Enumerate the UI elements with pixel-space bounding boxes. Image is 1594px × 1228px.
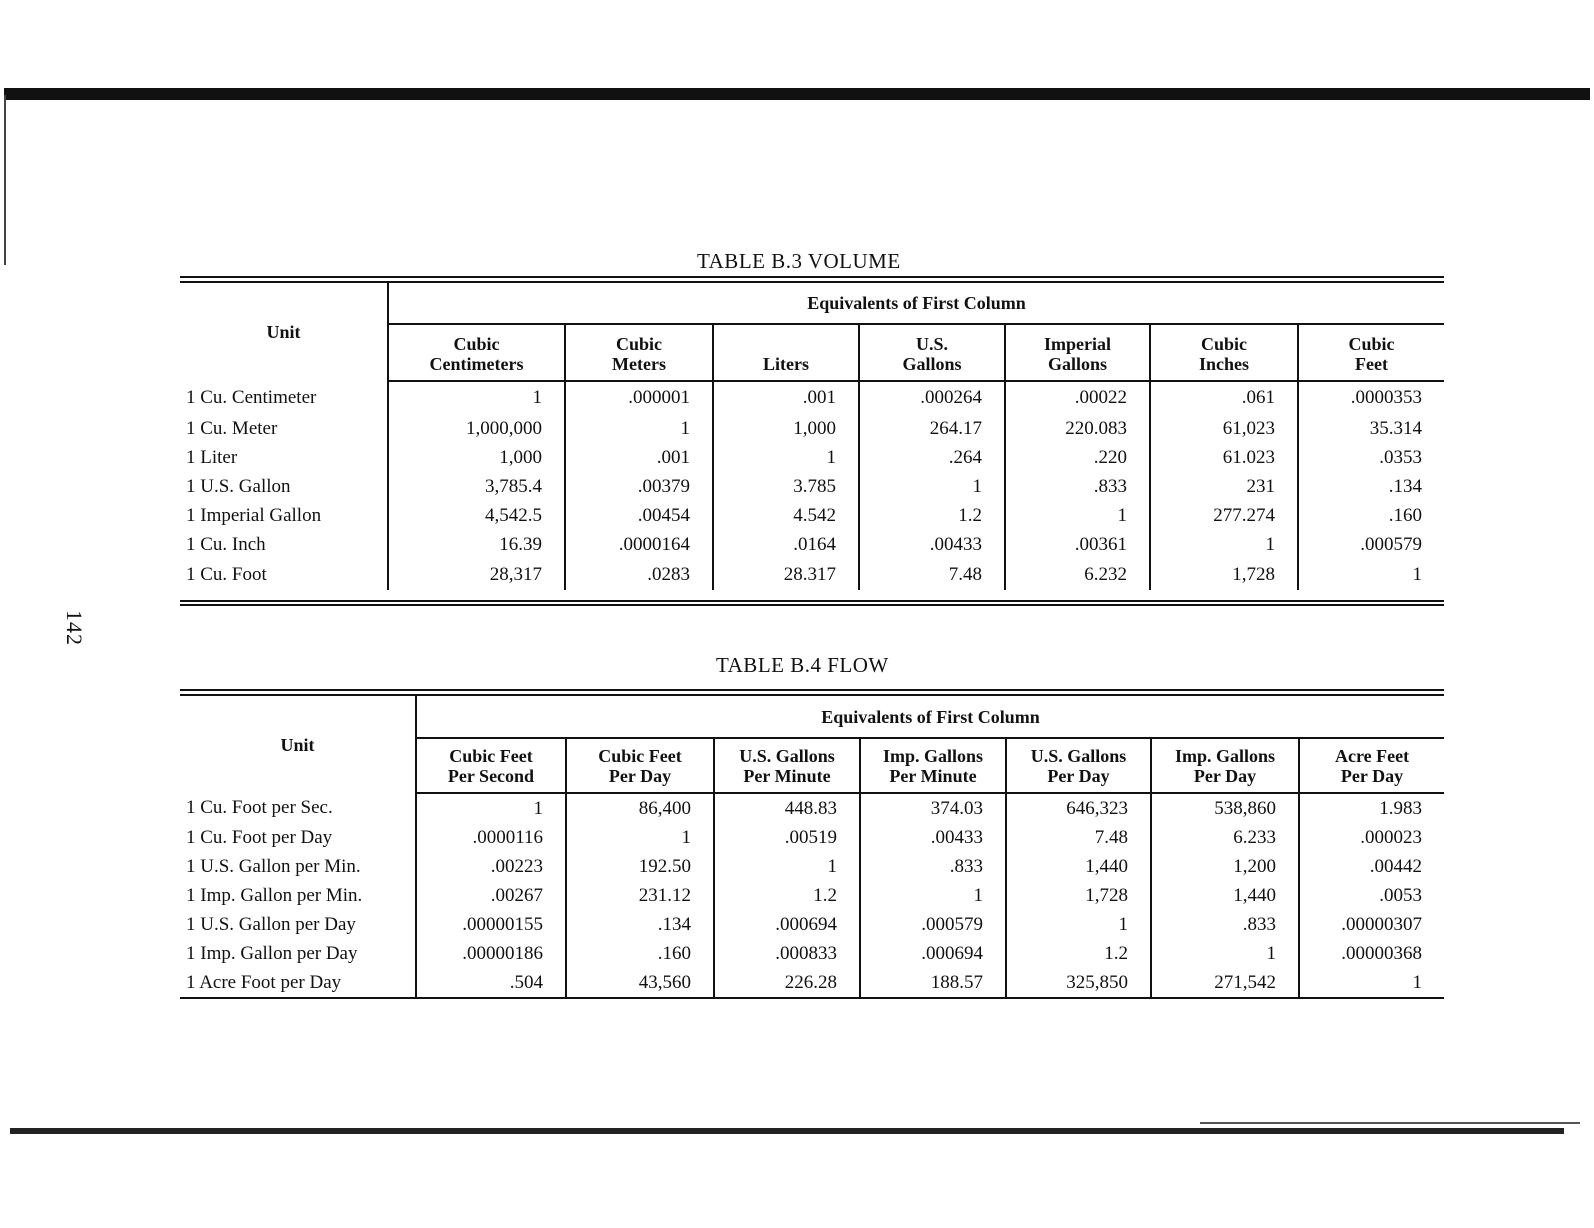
table-cell: .061: [1150, 381, 1298, 414]
table-cell: 3,785.4: [388, 472, 565, 501]
flow-table: [180, 696, 1444, 998]
top-border-rule: [4, 88, 1590, 100]
table-cell: 6.232: [1005, 559, 1150, 590]
table-cell: .001: [565, 443, 713, 472]
table-cell: .0164: [713, 530, 859, 559]
table-cell: 1,728: [1150, 559, 1298, 590]
table-cell: 1,000,000: [388, 414, 565, 443]
row-unit-label: 1 U.S. Gallon: [186, 475, 291, 497]
table-cell: 4,542.5: [388, 501, 565, 530]
table-cell: 1,728: [1006, 881, 1151, 910]
table-cell: 7.48: [859, 559, 1005, 590]
table-cell: .00519: [714, 823, 860, 852]
row-unit-label: 1 U.S. Gallon per Min.: [186, 855, 361, 877]
table-cell: 1,000: [713, 414, 859, 443]
volume-col-cubic-meters: Cubic Meters: [565, 324, 713, 381]
volume-bottom-rule-2: [180, 604, 1444, 606]
table-cell: 1.2: [1006, 939, 1151, 968]
table-cell: .833: [1151, 910, 1299, 939]
volume-bottom-rule: [180, 600, 1444, 602]
table-cell: 1.2: [859, 501, 1005, 530]
table-cell: 231.12: [566, 881, 714, 910]
volume-equivalents-header: Equivalents of First Column: [388, 283, 1444, 324]
volume-table-row: [180, 443, 1444, 472]
table-cell: 61.023: [1150, 443, 1298, 472]
table-cell: 226.28: [714, 968, 860, 998]
table-cell: .0283: [565, 559, 713, 590]
table-cell: 43,560: [566, 968, 714, 998]
table-cell: 231: [1150, 472, 1298, 501]
volume-col-us-gallons: U.S. Gallons: [859, 324, 1005, 381]
volume-top-rule: [180, 276, 1444, 278]
row-unit-label: 1 Cu. Foot per Day: [186, 826, 333, 848]
volume-col-imperial-gallons: Imperial Gallons: [1005, 324, 1150, 381]
table-cell: .220: [1005, 443, 1150, 472]
volume-table-title: TABLE B.3 VOLUME: [697, 249, 901, 273]
table-cell: 4.542: [713, 501, 859, 530]
volume-table-row: [180, 530, 1444, 559]
table-cell: .000579: [860, 910, 1006, 939]
row-unit-label: 1 U.S. Gallon per Day: [186, 913, 356, 935]
table-cell: 1.2: [714, 881, 860, 910]
flow-table-row: [180, 881, 1444, 910]
left-border-rule: [4, 95, 6, 265]
flow-col-cubic-feet-per-day: Cubic Feet Per Day: [566, 738, 714, 793]
volume-table-row: [180, 381, 1444, 414]
row-unit-label: 1 Cu. Meter: [186, 417, 278, 439]
table-cell: .00000155: [416, 910, 566, 939]
table-cell: 1: [1005, 501, 1150, 530]
flow-col-acre-feet-per-day: Acre Feet Per Day: [1299, 738, 1444, 793]
table-cell: .0053: [1299, 881, 1444, 910]
table-cell: 35.314: [1298, 414, 1444, 443]
table-cell: .001: [713, 381, 859, 414]
table-cell: .160: [566, 939, 714, 968]
table-cell: .0000116: [416, 823, 566, 852]
row-unit-label: 1 Imp. Gallon per Min.: [186, 884, 363, 906]
table-cell: .000694: [860, 939, 1006, 968]
flow-unit-header: Unit: [280, 734, 315, 755]
flow-col-us-gallons-per-minute: U.S. Gallons Per Minute: [714, 738, 860, 793]
table-cell: .00433: [859, 530, 1005, 559]
table-cell: .134: [1298, 472, 1444, 501]
table-cell: .000264: [859, 381, 1005, 414]
row-unit-label: 1 Cu. Foot: [186, 563, 267, 585]
table-cell: 1: [714, 852, 860, 881]
table-cell: 6.233: [1151, 823, 1299, 852]
table-cell: 1: [565, 414, 713, 443]
table-cell: 28.317: [713, 559, 859, 590]
table-cell: .00379: [565, 472, 713, 501]
table-cell: .000001: [565, 381, 713, 414]
row-unit-label: 1 Acre Foot per Day: [186, 972, 342, 993]
table-cell: 16.39: [388, 530, 565, 559]
table-cell: 325,850: [1006, 968, 1151, 998]
table-cell: 1: [388, 381, 565, 414]
flow-col-cubic-feet-per-second: Cubic Feet Per Second: [416, 738, 566, 793]
row-unit-label: 1 Cu. Centimeter: [186, 386, 317, 408]
table-cell: 1: [1151, 939, 1299, 968]
row-unit-label: 1 Imperial Gallon: [186, 504, 322, 526]
table-cell: .833: [860, 852, 1006, 881]
volume-table-row: [180, 472, 1444, 501]
row-unit-label: 1 Imp. Gallon per Day: [186, 942, 358, 964]
table-cell: .0000164: [565, 530, 713, 559]
table-cell: 1: [1298, 559, 1444, 590]
flow-table-row: [180, 823, 1444, 852]
table-cell: 646,323: [1006, 793, 1151, 823]
bottom-border-rule: [10, 1128, 1564, 1134]
table-cell: 1,440: [1006, 852, 1151, 881]
table-cell: .000579: [1298, 530, 1444, 559]
table-cell: 1,000: [388, 443, 565, 472]
row-unit-label: 1 Cu. Inch: [186, 533, 266, 555]
table-cell: .264: [859, 443, 1005, 472]
table-cell: .0353: [1298, 443, 1444, 472]
table-cell: .00022: [1005, 381, 1150, 414]
table-cell: .000694: [714, 910, 860, 939]
table-cell: .00267: [416, 881, 566, 910]
volume-col-cubic-inches: Cubic Inches: [1150, 324, 1298, 381]
table-cell: 86,400: [566, 793, 714, 823]
table-cell: .00442: [1299, 852, 1444, 881]
volume-unit-header: Unit: [266, 322, 301, 342]
table-cell: .504: [416, 968, 566, 998]
table-cell: 1.983: [1299, 793, 1444, 823]
table-cell: .134: [566, 910, 714, 939]
table-cell: 61,023: [1150, 414, 1298, 443]
table-cell: 1: [1006, 910, 1151, 939]
volume-table-row: [180, 501, 1444, 530]
table-cell: 277.274: [1150, 501, 1298, 530]
flow-col-imp-gallons-per-day: Imp. Gallons Per Day: [1151, 738, 1299, 793]
table-cell: 374.03: [860, 793, 1006, 823]
table-cell: .000023: [1299, 823, 1444, 852]
flow-table-row: [180, 968, 1444, 998]
table-cell: 1: [566, 823, 714, 852]
flow-bottom-rule: [180, 997, 1444, 999]
table-cell: 1: [859, 472, 1005, 501]
flow-table-row: [180, 793, 1444, 823]
flow-table-row: [180, 852, 1444, 881]
volume-col-cubic-centimeters: Cubic Centimeters: [388, 324, 565, 381]
table-cell: .00361: [1005, 530, 1150, 559]
table-cell: 448.83: [714, 793, 860, 823]
volume-table-row: [180, 414, 1444, 443]
table-cell: .00000186: [416, 939, 566, 968]
flow-col-imp-gallons-per-minute: Imp. Gallons Per Minute: [860, 738, 1006, 793]
volume-table-row: [180, 559, 1444, 590]
table-cell: .00000307: [1299, 910, 1444, 939]
page-number: 142: [62, 610, 87, 646]
table-cell: 1: [713, 443, 859, 472]
flow-table-title: TABLE B.4 FLOW: [716, 653, 889, 677]
bottom-thin-rule: [1200, 1122, 1580, 1124]
flow-equivalents-header: Equivalents of First Column: [416, 696, 1444, 738]
row-unit-label: 1 Liter: [186, 446, 238, 468]
table-cell: .833: [1005, 472, 1150, 501]
table-cell: .0000353: [1298, 381, 1444, 414]
volume-table: [180, 283, 1444, 590]
table-cell: 1: [1150, 530, 1298, 559]
flow-col-us-gallons-per-day: U.S. Gallons Per Day: [1006, 738, 1151, 793]
table-cell: 538,860: [1151, 793, 1299, 823]
table-cell: .00454: [565, 501, 713, 530]
table-cell: .000833: [714, 939, 860, 968]
table-cell: 220.083: [1005, 414, 1150, 443]
table-cell: 1,200: [1151, 852, 1299, 881]
table-cell: 1,440: [1151, 881, 1299, 910]
table-cell: 28,317: [388, 559, 565, 590]
table-cell: 1: [416, 793, 566, 823]
table-cell: .00223: [416, 852, 566, 881]
row-unit-label: 1 Cu. Foot per Sec.: [186, 797, 333, 818]
flow-table-row: [180, 910, 1444, 939]
table-cell: 7.48: [1006, 823, 1151, 852]
table-cell: 271,542: [1151, 968, 1299, 998]
table-cell: .160: [1298, 501, 1444, 530]
table-cell: .00433: [860, 823, 1006, 852]
table-cell: 192.50: [566, 852, 714, 881]
flow-top-rule: [180, 689, 1444, 691]
table-cell: 188.57: [860, 968, 1006, 998]
flow-table-row: [180, 939, 1444, 968]
volume-col-liters: Liters: [713, 324, 859, 381]
volume-col-cubic-feet: Cubic Feet: [1298, 324, 1444, 381]
table-cell: 264.17: [859, 414, 1005, 443]
table-cell: 1: [860, 881, 1006, 910]
table-cell: 1: [1299, 968, 1444, 998]
table-cell: .00000368: [1299, 939, 1444, 968]
table-cell: 3.785: [713, 472, 859, 501]
